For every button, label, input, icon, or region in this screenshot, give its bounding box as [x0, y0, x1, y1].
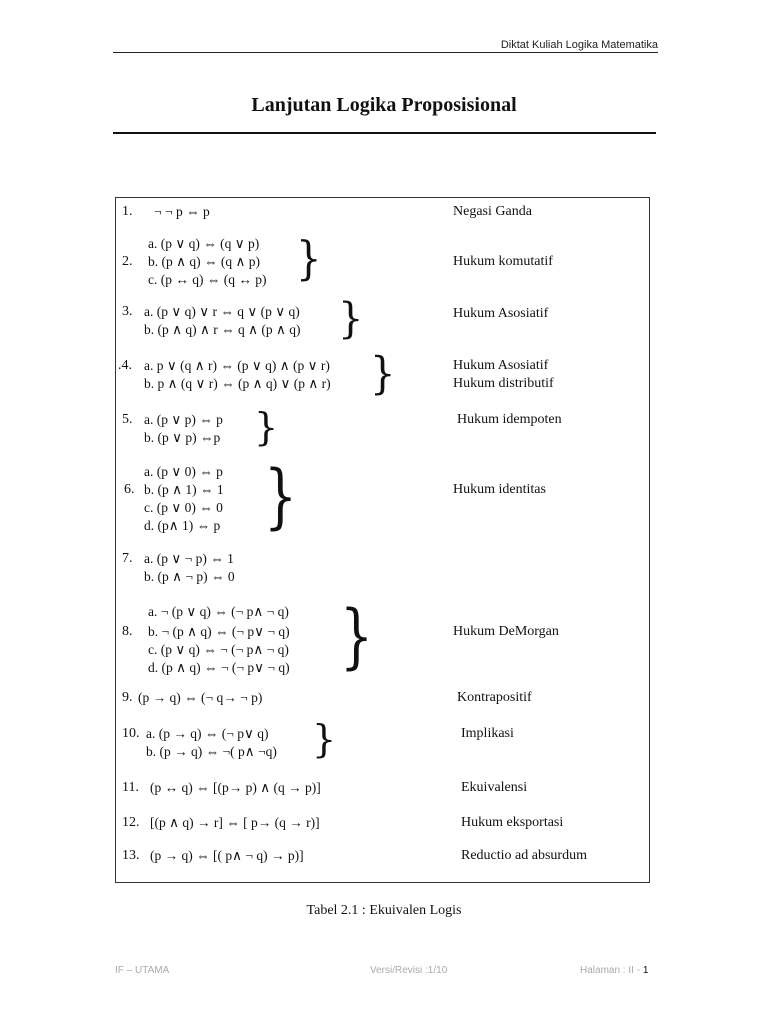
- grouping-brace: }: [254, 405, 279, 449]
- row-number: 5.: [122, 412, 133, 427]
- formula-line: b. (p ∧ ¬ p) ⇔ 0: [144, 569, 235, 584]
- row-number: 10.: [122, 726, 140, 741]
- row-number: 11.: [122, 780, 139, 795]
- row-number: .4.: [118, 358, 132, 373]
- grouping-brace: }: [370, 348, 396, 400]
- formula-line: (p ↔ q) ⇔ [(p→ p) ∧ (q → p)]: [150, 780, 321, 795]
- row-number: 3.: [122, 304, 133, 319]
- row-number: 7.: [122, 551, 133, 566]
- footer-version: Versi/Revisi :1/10: [370, 965, 448, 976]
- grouping-brace: }: [312, 717, 337, 761]
- table-caption: Tabel 2.1 : Ekuivalen Logis: [306, 903, 462, 918]
- formula-line: a. p ∨ (q ∧ r) ⇔ (p ∨ q) ∧ (p ∨ r): [144, 358, 330, 373]
- formula-line: d. (p ∧ q) ⇔ ¬ (¬ p∨ ¬ q): [148, 660, 290, 675]
- page-title: Lanjutan Logika Proposisional: [251, 94, 517, 116]
- equivalence-table: [115, 197, 650, 883]
- row-number: 8.: [122, 624, 133, 639]
- formula-line: ¬ ¬ p ⇔ p: [154, 204, 210, 219]
- law-name: Hukum eksportasi: [461, 815, 564, 830]
- grouping-brace: }: [296, 232, 322, 286]
- formula-line: (p → q) ⇔ [( p∧ ¬ q) → p)]: [150, 848, 304, 863]
- footer-page-label: Halaman : II -: [580, 965, 643, 976]
- law-name: Hukum Asosiatif: [453, 306, 549, 321]
- law-name: Hukum identitas: [453, 482, 546, 497]
- formula-line: c. (p ∨ q) ⇔ ¬ (¬ p∧ ¬ q): [148, 642, 289, 657]
- formula-line: a. (p ∨ ¬ p) ⇔ 1: [144, 551, 234, 566]
- formula-line: b. (p ∧ 1) ⇔ 1: [144, 482, 224, 497]
- formula-line: b. (p ∨ p) ⇔p: [144, 430, 221, 445]
- row-number: 1.: [122, 204, 133, 219]
- law-name: Hukum idempoten: [457, 412, 562, 427]
- formula-line: c. (p ↔ q) ⇔ (q ↔ p): [148, 272, 267, 287]
- grouping-brace: }: [338, 294, 364, 344]
- footer-page: [580, 965, 648, 976]
- formula-line: d. (p∧ 1) ⇔ p: [144, 518, 221, 533]
- law-name: Reductio ad absurdum: [461, 848, 587, 863]
- formula-line: a. (p ∨ q) ⇔ (q ∨ p): [148, 236, 260, 251]
- law-name: Negasi Ganda: [453, 204, 532, 219]
- formula-line: b. (p ∧ q) ∧ r ⇔ q ∧ (p ∧ q): [144, 322, 301, 337]
- formula-line: a. (p ∨ 0) ⇔ p: [144, 464, 223, 479]
- running-header: Diktat Kuliah Logika Matematika: [500, 39, 658, 51]
- footer-institution: IF – UTAMA: [115, 965, 170, 976]
- law-name: Kontrapositif: [457, 690, 532, 705]
- law-name: Ekuivalensi: [461, 780, 528, 795]
- header-divider: [113, 52, 658, 53]
- grouping-brace: }: [340, 596, 374, 678]
- formula-line: b. p ∧ (q ∨ r) ⇔ (p ∧ q) ∨ (p ∧ r): [144, 376, 331, 391]
- title-rule: [113, 132, 656, 134]
- grouping-brace: }: [264, 456, 298, 538]
- law-name: Hukum komutatif: [453, 254, 553, 269]
- formula-line: c. (p ∨ 0) ⇔ 0: [144, 500, 223, 515]
- footer-page-number: 1: [642, 965, 649, 976]
- formula-line: b. (p → q) ⇔ ¬( p∧ ¬q): [146, 744, 277, 759]
- formula-line: a. (p ∨ q) ∨ r ⇔ q ∨ (p ∨ q): [144, 304, 300, 319]
- row-number: 6.: [124, 482, 135, 497]
- row-number: 2.: [122, 254, 133, 269]
- formula-line: a. ¬ (p ∨ q) ⇔ (¬ p∧ ¬ q): [148, 604, 289, 619]
- formula-line: (p → q) ⇔ (¬ q→ ¬ p): [138, 690, 263, 705]
- row-number: 13.: [122, 848, 140, 863]
- formula-line: b. ¬ (p ∧ q) ⇔ (¬ p∨ ¬ q): [148, 624, 290, 639]
- formula-line: b. (p ∧ q) ⇔ (q ∧ p): [148, 254, 260, 269]
- law-name: Hukum distributif: [453, 376, 554, 391]
- row-number: 12.: [122, 815, 140, 830]
- formula-line: [(p ∧ q) → r] ⇔ [ p→ (q → r)]: [150, 815, 320, 830]
- law-name: Implikasi: [461, 726, 514, 741]
- law-name: Hukum DeMorgan: [453, 624, 559, 639]
- law-name: Hukum Asosiatif: [453, 358, 549, 373]
- formula-line: a. (p ∨ p) ⇔ p: [144, 412, 223, 427]
- formula-line: a. (p → q) ⇔ (¬ p∨ q): [146, 726, 269, 741]
- row-number: 9.: [122, 690, 133, 705]
